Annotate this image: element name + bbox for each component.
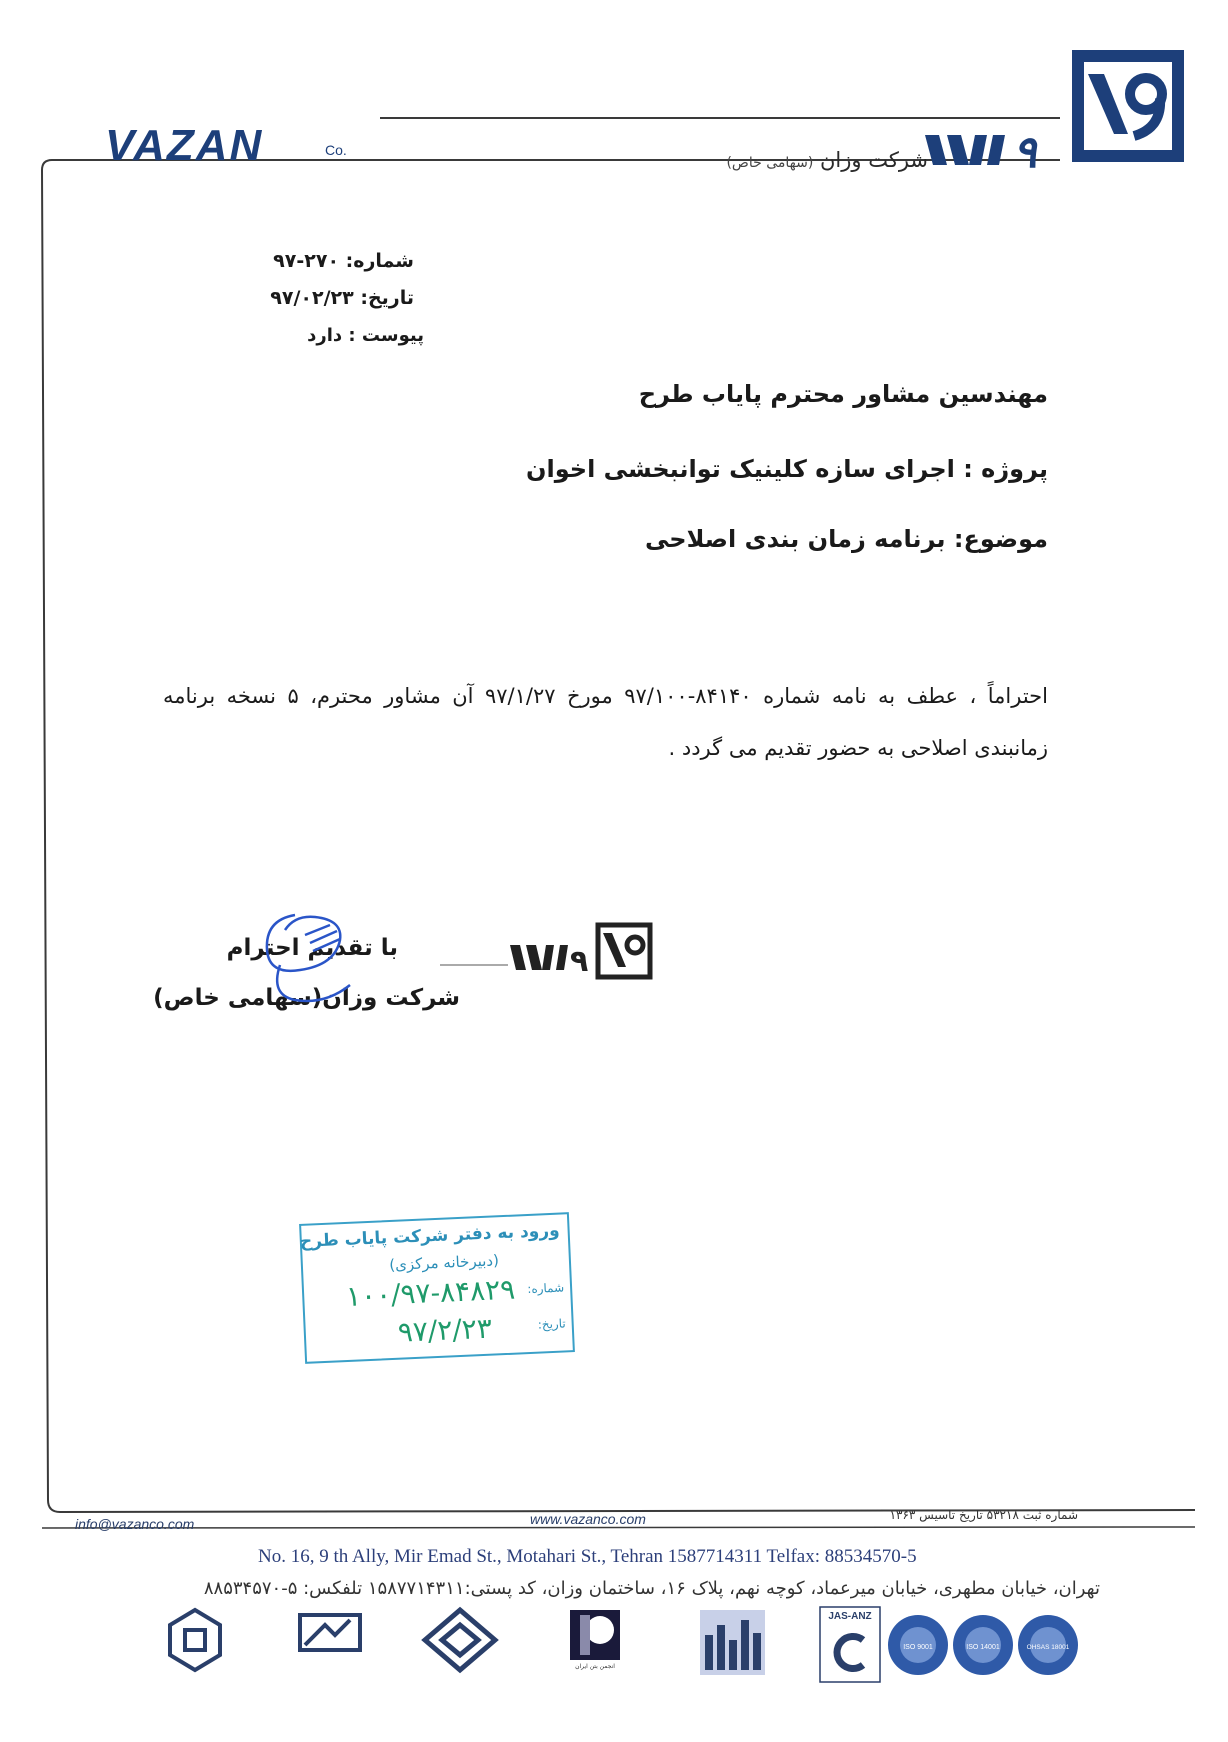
letter-project: پروژه : اجرای سازه کلینیک توانبخشی اخوان — [526, 455, 1048, 483]
footer-website[interactable]: www.vazanco.com — [530, 1511, 646, 1527]
closing-logo-numeral: ۹ — [570, 944, 589, 979]
stamp-number-label: شماره: — [527, 1280, 565, 1297]
letter-body: احتراماً ، عطف به نامه شماره ۸۴۱۴۰-۹۷/۱۰۰ مورخ ۹۷/۱/۲۷ آن مشاور محترم، ۵ نسخه برنامه زمانبندی اصلاحی به حضور تقدیم می گردد . — [163, 684, 1048, 760]
association-badge-icon — [160, 1605, 230, 1675]
closing-salutation: با تقدیم احترام — [226, 935, 398, 961]
contractors-union-badge-icon — [420, 1605, 500, 1675]
footer-email[interactable]: info@vazanco.com — [75, 1516, 195, 1532]
vazan-persian-logo — [925, 125, 1055, 173]
letter-recipient: مهندسین مشاور محترم پایاب طرح — [638, 380, 1048, 408]
letter-subject: موضوع: برنامه زمان بندی اصلاحی — [645, 525, 1048, 553]
jas-anz-text: JAS-ANZ — [828, 1611, 872, 1622]
iso-certification-badges — [818, 1605, 1083, 1690]
stamp-subtitle: (دبیرخانه مرکزی) — [388, 1251, 500, 1275]
concrete-institute-badge-icon — [565, 1605, 625, 1670]
ohsas-18001-text: OHSAS 18001 — [1026, 1644, 1070, 1651]
stamp-title: ورود به دفتر شرکت پایاب طرح — [299, 1220, 561, 1252]
stamp-date-value: ۹۷/۲/۲۳ — [397, 1311, 493, 1349]
iso-14001-text: ISO 14001 — [966, 1644, 1000, 1651]
footer-registration: شماره ثبت ۵۳۲۱۸ تاریخ تاسیس ۱۳۶۳ — [889, 1508, 1078, 1522]
signatory-name: شرکت وزان(سهامی خاص) — [153, 985, 460, 1011]
closing-company-logo — [440, 915, 655, 990]
vazan-emblem-logo — [1070, 48, 1186, 164]
stamp-number-value: ۱۰۰/۹۷-۸۴۸۲۹ — [345, 1272, 516, 1313]
footer-address-english: No. 16, 9 th Ally, Mir Emad St., Motahari St., Tehran 1587714311 Telfax: 88534570-5 — [258, 1546, 917, 1567]
company-sub: (سهامی خاص) — [726, 155, 814, 171]
construction-org-badge-icon — [295, 1605, 365, 1665]
footer-address-persian: تهران، خیابان مطهری، خیابان میرعماد، کوچه نهم، پلاک ۱۶، ساختمان وزان، کد پستی:۱۵۸۷۷۱۴۳۱۱ تلفکس: ۵-۸۸۵۳۴۵۷۰ — [203, 1578, 1100, 1599]
vazan-logo-text: ۹ — [1013, 127, 1037, 173]
company-name-header — [726, 148, 928, 172]
co-suffix: Co. — [325, 142, 347, 158]
mass-builders-badge-icon — [695, 1605, 770, 1685]
handwritten-signature — [255, 905, 365, 1010]
iso-9001-text: ISO 9001 — [903, 1644, 933, 1651]
reference-attachment: پیوست : دارد — [307, 325, 424, 346]
company-name: شرکت وزان — [819, 148, 928, 172]
receipt-stamp — [299, 1212, 575, 1364]
stamp-date-label: تاریخ: — [537, 1316, 566, 1332]
reference-date: تاریخ: ۹۷/۰۲/۲۳ — [270, 287, 414, 309]
concrete-institute-caption: انجمن بتن ایران — [575, 1663, 615, 1670]
vazan-latin-logo-text: VAZAN — [105, 121, 264, 168]
reference-number: شماره: ۲۷۰-۹۷ — [273, 250, 414, 272]
